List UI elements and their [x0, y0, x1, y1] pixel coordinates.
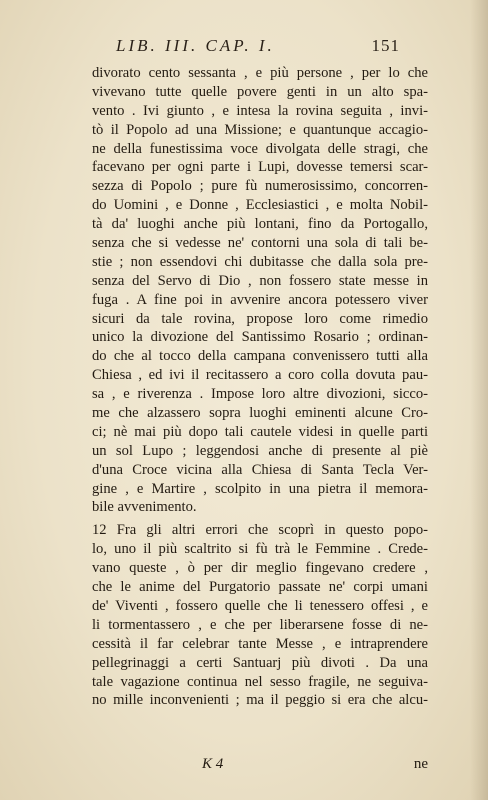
text-line: sa , e riverenza . Impose loro altre divozioni, sicco- — [92, 386, 428, 403]
text-line: 12 Fra gli altri errori che scoprì in questo popo- — [92, 522, 428, 539]
page-footer — [92, 756, 428, 778]
text-line: vento . Ivi giunto , e intesa la rovina seguita , invi- — [92, 102, 428, 119]
paragraph-2 — [92, 521, 428, 710]
text-line: de' Viventi , fossero quelle che li tenessero offesi , e — [92, 597, 428, 614]
text-line: unico la divozione del Santissimo Rosario ; ordinan- — [92, 329, 428, 346]
text-line: un sol Lupo ; leggendosi anche di presente al piè — [92, 442, 428, 459]
text-line: sicuri da tale rovina, propose loro come rimedio — [92, 310, 428, 327]
text-line: fuga . A fine poi in avvenire ancora potessero viver — [92, 291, 428, 308]
text-line: lo, uno il più scaltrito si fù trà le Femmine . Crede- — [92, 541, 428, 558]
running-head-title: LIB. III. CAP. I. — [116, 36, 275, 55]
text-line: vano queste , ò per dir meglio fingevano credere , — [92, 560, 428, 577]
catchword: ne — [413, 756, 428, 772]
text-line: facevano per ogni parte i Lupi, dovesse temersi scar- — [92, 159, 428, 176]
paragraph-1 — [92, 64, 428, 517]
text-line: stie ; non essendovi chi dubitasse che dalla sola pre- — [92, 253, 428, 270]
text-line: do Uomini , e Donne , Ecclesiastici , e molta Nobil- — [92, 197, 428, 214]
page-edge-shadow — [470, 0, 488, 800]
text-line: no mille inconvenienti ; ma il peggio si era che alcu- — [92, 692, 428, 709]
text-line: senza che si vedesse ne' contorni una sola di tali be- — [92, 235, 428, 252]
text-line: che le anime del Purgatorio passate ne' corpi umani — [92, 579, 428, 596]
text-line: sezza di Popolo ; pure fù numerosissimo, concorren- — [92, 178, 428, 195]
text-line: ci; nè mai più dopo tali cautele videsi in quelle parti — [92, 423, 428, 440]
text-line: gine , e Martire , scolpito in una pietra il memora- — [92, 480, 428, 497]
page-number: 151 — [371, 36, 400, 55]
text-line: me che alzassero sopra luoghi eminenti alcune Cro- — [92, 405, 428, 422]
text-line: pellegrinaggi a certi Santuarj più divoti . Da una — [92, 654, 428, 671]
text-line: do che al tocco della campana convenissero tutti alla — [92, 348, 428, 365]
body-text — [92, 64, 428, 710]
signature-mark: K 4 — [202, 756, 224, 772]
text-line: ne della funestissima voce divolgata delle stragi, che — [92, 140, 428, 157]
text-line: vivevano tutte quelle povere genti in un alto spa- — [92, 83, 428, 100]
text-line: bile avvenimento. — [92, 499, 197, 516]
text-line: tale vagazione continua nel sesso fragile, ne seguiva- — [92, 673, 428, 690]
text-line: cessità il far celebrar tante Messe , e intraprendere — [92, 635, 428, 652]
text-line: li tormentassero , e che per liberarsene fosse di ne- — [92, 616, 428, 633]
text-line: d'una Croce vicina alla Chiesa di Santa Tecla Ver- — [92, 461, 428, 478]
running-head — [100, 36, 400, 62]
text-line: divorato cento sessanta , e più persone , per lo che — [92, 65, 428, 81]
text-line: senza del Servo di Dio , non fossero state messe in — [92, 272, 428, 289]
text-line: Chiesa , ed ivi il recitassero a coro colla dovuta pau- — [92, 367, 428, 384]
text-line: tò il Popolo ad una Missione; e quantunque accagio- — [92, 121, 428, 138]
text-line: tà da' luoghi anche più lontani, fino da Portogallo, — [92, 216, 428, 233]
